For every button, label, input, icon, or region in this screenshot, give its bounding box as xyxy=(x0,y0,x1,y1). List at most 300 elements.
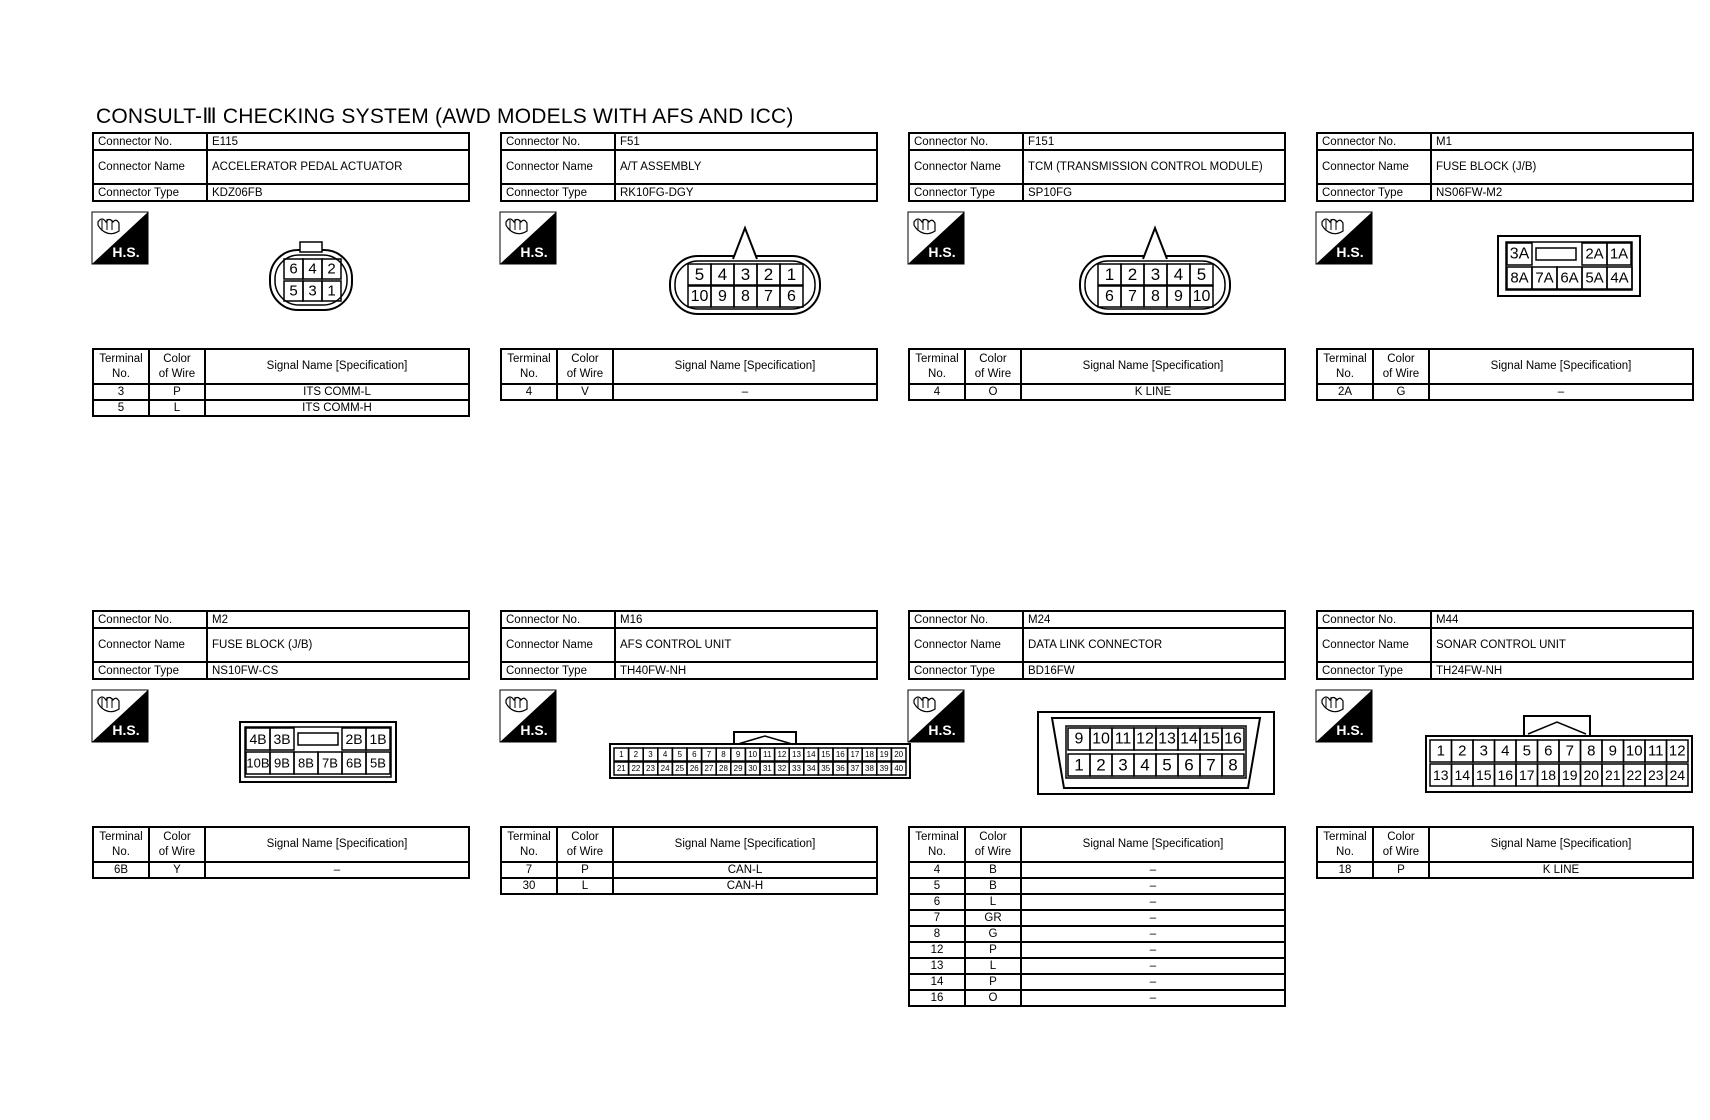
wire-color-header-line1: Color xyxy=(1387,830,1415,843)
blank-cavity xyxy=(1536,248,1576,260)
pin-label: 19 xyxy=(1561,767,1578,783)
pin-label: 10 xyxy=(1625,742,1643,760)
connector-no-value: F151 xyxy=(1023,133,1285,150)
connector-name-value: ACCELERATOR PEDAL ACTUATOR xyxy=(207,150,469,184)
pin-label: 40 xyxy=(894,764,904,773)
pin-label: 6 xyxy=(787,288,796,305)
terminal-header-line1: Terminal xyxy=(507,830,551,843)
pin-label: 17 xyxy=(1518,767,1535,783)
connector-no-value: M1 xyxy=(1431,133,1693,150)
table-row xyxy=(909,894,1285,910)
wire-color: Y xyxy=(149,862,205,878)
pin-label: 5 xyxy=(289,282,298,300)
connector-name-value: DATA LINK CONNECTOR xyxy=(1023,628,1285,662)
wire-color: V xyxy=(557,384,613,400)
pin-label: 12 xyxy=(777,750,787,759)
pin-label: 37 xyxy=(850,764,860,773)
connector-face-diagram xyxy=(560,690,904,810)
pin-label: 6 xyxy=(289,260,298,278)
pin-label: 22 xyxy=(631,764,641,773)
table-row xyxy=(501,878,877,894)
wire-color: P xyxy=(149,384,205,400)
pin-label: 2A xyxy=(1585,245,1604,263)
terminal-no-header xyxy=(909,827,965,862)
pin-label: 34 xyxy=(806,764,816,773)
connector-name-value: AFS CONTROL UNIT xyxy=(615,628,877,662)
pin-label: 4 xyxy=(1173,265,1184,284)
pin-label: 10 xyxy=(748,750,758,759)
pin-label: 28 xyxy=(719,764,728,773)
signal-name: – xyxy=(1021,862,1285,878)
key-triangle xyxy=(733,228,757,259)
terminal-table xyxy=(1316,348,1694,401)
connector-no-value: E115 xyxy=(207,133,469,150)
pin-label: 1 xyxy=(1104,265,1115,284)
wire-color-header xyxy=(149,827,205,862)
signal-name: – xyxy=(1021,910,1285,926)
pin-label: 8A xyxy=(1510,269,1529,287)
pin-label: 2B xyxy=(345,731,363,747)
table-row xyxy=(501,862,877,878)
pin-label: 2 xyxy=(633,750,639,759)
pin-label: 3B xyxy=(273,731,291,747)
connector-no-value: M2 xyxy=(207,611,469,628)
wire-color-header-line1: Color xyxy=(1387,352,1415,365)
signal-name: ITS COMM-L xyxy=(205,384,469,400)
pin-label: 9 xyxy=(1074,730,1084,748)
connector-no-value: M24 xyxy=(1023,611,1285,628)
connector-no-value: M16 xyxy=(615,611,877,628)
connector-name-label: Connector Name xyxy=(909,150,1023,184)
pin-label: 8 xyxy=(1228,755,1238,775)
connector-name-label: Connector Name xyxy=(93,628,207,662)
connector-info-table xyxy=(500,610,878,680)
terminal-header-line1: Terminal xyxy=(1323,830,1367,843)
table-row xyxy=(909,926,1285,942)
terminal-header-line1: Terminal xyxy=(1323,352,1367,365)
terminal-header-line1: Terminal xyxy=(99,352,143,365)
connector-type-label: Connector Type xyxy=(1317,184,1431,201)
table-row xyxy=(1317,384,1693,400)
connector-no-label: Connector No. xyxy=(909,133,1023,150)
connector-panel-f51 xyxy=(500,132,878,552)
wire-color-header-line2: of Wire xyxy=(158,845,196,858)
pin-label: 8 xyxy=(1587,742,1596,760)
connector-face-diagram xyxy=(152,212,470,332)
signal-name-header: Signal Name [Specification] xyxy=(205,827,469,862)
signal-name: – xyxy=(1021,974,1285,990)
pin-label: 11 xyxy=(1647,742,1664,760)
terminal-header-line2: No. xyxy=(520,367,538,380)
pin-label: 5 xyxy=(694,265,705,284)
pin-label: 33 xyxy=(792,764,801,773)
pin-label: 18 xyxy=(1540,767,1557,783)
connector-panel-e115 xyxy=(92,132,470,552)
terminal-no: 4 xyxy=(909,384,965,400)
pin-label: 9 xyxy=(1174,288,1183,305)
signal-name: K LINE xyxy=(1021,384,1285,400)
connector-panel-m24 xyxy=(908,610,1286,1030)
terminal-no-header xyxy=(1317,349,1373,384)
connector-info-table xyxy=(92,610,470,680)
terminal-no: 16 xyxy=(909,990,965,1006)
connector-name-value: FUSE BLOCK (J/B) xyxy=(207,628,469,662)
connector-no-label: Connector No. xyxy=(93,133,207,150)
pin-label: 3A xyxy=(1509,245,1530,263)
connector-housing xyxy=(1038,712,1274,794)
signal-name-header: Signal Name [Specification] xyxy=(1021,827,1285,862)
terminal-header-line1: Terminal xyxy=(915,830,959,843)
pin-label: 4B xyxy=(249,731,267,747)
pin-label: 6B xyxy=(346,755,362,771)
connector-type-label: Connector Type xyxy=(909,662,1023,679)
signal-name: – xyxy=(1021,926,1285,942)
hs-label: H.S. xyxy=(1336,244,1364,260)
signal-name: – xyxy=(1021,990,1285,1006)
wire-color-header-line2: of Wire xyxy=(158,367,196,380)
signal-name-header: Signal Name [Specification] xyxy=(613,349,877,384)
terminal-no-header xyxy=(909,349,965,384)
pin-label: 9 xyxy=(735,750,741,759)
hs-label: H.S. xyxy=(1336,722,1364,738)
signal-name-header: Signal Name [Specification] xyxy=(1021,349,1285,384)
terminal-table xyxy=(908,826,1286,1007)
table-row xyxy=(909,974,1285,990)
pin-label: 1B xyxy=(369,731,387,747)
connector-face-diagram xyxy=(968,212,1286,332)
table-row xyxy=(93,384,469,400)
terminal-no: 2A xyxy=(1317,384,1373,400)
pin-label: 23 xyxy=(646,764,655,773)
terminal-no: 3 xyxy=(93,384,149,400)
connector-panel-m44 xyxy=(1316,610,1694,1030)
wire-color: L xyxy=(557,878,613,894)
pin-label: 7 xyxy=(1565,742,1574,760)
wire-color-header-line1: Color xyxy=(571,830,599,843)
wire-color: O xyxy=(965,990,1021,1006)
pin-label: 36 xyxy=(835,764,845,773)
pin-label: 6A xyxy=(1560,269,1579,287)
wire-color-header xyxy=(149,349,205,384)
connector-name-label: Connector Name xyxy=(93,150,207,184)
wire-color-header-line2: of Wire xyxy=(1382,367,1420,380)
signal-name: – xyxy=(1021,958,1285,974)
terminal-no-header xyxy=(501,349,557,384)
terminal-no: 4 xyxy=(909,862,965,878)
pin-label: 3 xyxy=(648,750,653,759)
connector-type-value: SP10FG xyxy=(1023,184,1285,201)
pin-label: 11 xyxy=(763,750,772,759)
terminal-no: 5 xyxy=(93,400,149,416)
connector-type-label: Connector Type xyxy=(93,662,207,679)
connector-name-value: TCM (TRANSMISSION CONTROL MODULE) xyxy=(1023,150,1285,184)
pin-label: 1 xyxy=(619,750,624,759)
pin-label: 21 xyxy=(1604,767,1621,783)
terminal-header-line2: No. xyxy=(928,845,946,858)
pin-label: 15 xyxy=(1475,767,1492,783)
connector-info-table xyxy=(92,132,470,202)
pin-label: 4 xyxy=(662,750,668,759)
connector-no-label: Connector No. xyxy=(501,133,615,150)
pin-label: 14 xyxy=(806,750,816,759)
pin-label: 14 xyxy=(1180,730,1198,748)
signal-name: CAN-L xyxy=(613,862,877,878)
pin-label: 7A xyxy=(1535,269,1554,287)
wire-color-header-line1: Color xyxy=(979,352,1007,365)
wire-color-header-line1: Color xyxy=(163,830,191,843)
wire-color: L xyxy=(149,400,205,416)
table-row xyxy=(909,384,1285,400)
connector-type-value: BD16FW xyxy=(1023,662,1285,679)
terminal-no: 30 xyxy=(501,878,557,894)
terminal-header-line2: No. xyxy=(1336,845,1354,858)
pin-label: 2 xyxy=(1127,265,1138,284)
table-row xyxy=(909,958,1285,974)
terminal-header-line1: Terminal xyxy=(99,830,143,843)
pin-label: 8 xyxy=(721,750,726,759)
signal-name-header: Signal Name [Specification] xyxy=(613,827,877,862)
wire-color-header-line1: Color xyxy=(979,830,1007,843)
pin-label: 5A xyxy=(1585,269,1604,287)
connector-face-diagram xyxy=(1376,690,1694,810)
wire-color: O xyxy=(965,384,1021,400)
pin-label: 21 xyxy=(616,764,626,773)
pin-label: 15 xyxy=(821,750,831,759)
wire-color: B xyxy=(965,862,1021,878)
connector-face-diagram xyxy=(152,690,470,810)
hs-label: H.S. xyxy=(928,244,956,260)
connector-type-value: KDZ06FB xyxy=(207,184,469,201)
pin-label: 8 xyxy=(741,288,750,305)
pin-label: 1 xyxy=(1436,742,1445,760)
terminal-no: 8 xyxy=(909,926,965,942)
pin-label: 4 xyxy=(717,265,728,284)
connector-type-value: NS06FW-M2 xyxy=(1431,184,1693,201)
pin-label: 1 xyxy=(327,282,336,300)
signal-name-header: Signal Name [Specification] xyxy=(1429,349,1693,384)
signal-name: K LINE xyxy=(1429,862,1693,878)
terminal-header-line1: Terminal xyxy=(915,352,959,365)
wire-color: GR xyxy=(965,910,1021,926)
wire-color-header xyxy=(1373,349,1429,384)
wire-color: G xyxy=(965,926,1021,942)
terminal-no-header xyxy=(93,827,149,862)
wire-color-header-line1: Color xyxy=(571,352,599,365)
terminal-table xyxy=(500,348,878,401)
terminal-header-line1: Terminal xyxy=(507,352,551,365)
pin-label: 32 xyxy=(777,764,787,773)
pin-label: 11 xyxy=(1114,730,1132,748)
pin-label: 6 xyxy=(1544,742,1553,760)
harness-side-icon xyxy=(1316,690,1372,742)
hs-label: H.S. xyxy=(520,244,548,260)
pin-label: 16 xyxy=(835,750,845,759)
terminal-table xyxy=(500,826,878,895)
pin-label: 23 xyxy=(1647,767,1664,783)
pin-label: 17 xyxy=(850,750,860,759)
terminal-table xyxy=(1316,826,1694,879)
pin-label: 26 xyxy=(689,764,699,773)
page-title: CONSULT-Ⅲ CHECKING SYSTEM (AWD MODELS WITH AFS AND ICC) xyxy=(96,105,794,128)
wire-color: G xyxy=(1373,384,1429,400)
pin-label: 5 xyxy=(677,750,682,759)
pin-label: 18 xyxy=(865,750,874,759)
pin-label: 10 xyxy=(1192,288,1211,305)
signal-name: – xyxy=(1021,942,1285,958)
pin-label: 3 xyxy=(740,265,751,284)
signal-name: – xyxy=(1021,894,1285,910)
pin-label: 16 xyxy=(1224,730,1242,748)
pin-label: 4 xyxy=(308,260,317,278)
signal-name-header: Signal Name [Specification] xyxy=(1429,827,1693,862)
wire-color: L xyxy=(965,894,1021,910)
wire-color: P xyxy=(557,862,613,878)
wire-color-header-line2: of Wire xyxy=(974,845,1012,858)
wire-color: P xyxy=(965,974,1021,990)
pin-label: 3 xyxy=(1479,742,1488,760)
connector-panel-m2 xyxy=(92,610,470,1030)
pin-label: 3 xyxy=(308,282,317,300)
connector-face-diagram xyxy=(968,690,1286,810)
pin-label: 8 xyxy=(1151,288,1160,305)
connector-name-value: FUSE BLOCK (J/B) xyxy=(1431,150,1693,184)
pin-label: 1 xyxy=(1074,755,1084,775)
pin-label: 2 xyxy=(1458,742,1467,760)
signal-name: – xyxy=(1429,384,1693,400)
wire-color-header xyxy=(965,349,1021,384)
pin-label: 16 xyxy=(1497,767,1514,783)
pin-label: 6 xyxy=(1105,288,1114,305)
harness-side-icon xyxy=(500,690,556,742)
pin-label: 20 xyxy=(1583,767,1600,783)
table-row xyxy=(909,990,1285,1006)
connector-info-table xyxy=(908,610,1286,680)
wire-color-header-line2: of Wire xyxy=(566,845,604,858)
wire-color-header xyxy=(557,827,613,862)
pin-label: 7 xyxy=(1128,288,1137,305)
signal-name: – xyxy=(613,384,877,400)
terminal-no: 14 xyxy=(909,974,965,990)
pin-label: 24 xyxy=(660,764,670,773)
connector-name-label: Connector Name xyxy=(501,150,615,184)
connector-type-value: RK10FG-DGY xyxy=(615,184,877,201)
harness-side-icon xyxy=(1316,212,1372,264)
connector-type-value: TH24FW-NH xyxy=(1431,662,1693,679)
connector-no-label: Connector No. xyxy=(501,611,615,628)
terminal-no: 18 xyxy=(1317,862,1373,878)
connector-type-label: Connector Type xyxy=(909,184,1023,201)
signal-name-header: Signal Name [Specification] xyxy=(205,349,469,384)
pin-label: 39 xyxy=(879,764,889,773)
pin-label: 1A xyxy=(1609,245,1629,263)
signal-name: CAN-H xyxy=(613,878,877,894)
pin-label: 7B xyxy=(322,755,338,771)
table-row xyxy=(909,862,1285,878)
pin-label: 2 xyxy=(327,260,336,278)
connector-type-label: Connector Type xyxy=(501,662,615,679)
terminal-no: 13 xyxy=(909,958,965,974)
connector-panel-m1 xyxy=(1316,132,1694,552)
connector-no-label: Connector No. xyxy=(909,611,1023,628)
terminal-no: 7 xyxy=(909,910,965,926)
connector-panel-m16 xyxy=(500,610,904,1030)
connector-type-value: TH40FW-NH xyxy=(615,662,877,679)
table-row xyxy=(1317,862,1693,878)
pin-label: 19 xyxy=(879,750,889,759)
terminal-no: 6 xyxy=(909,894,965,910)
terminal-no-header xyxy=(93,349,149,384)
connector-no-value: F51 xyxy=(615,133,877,150)
pin-label: 14 xyxy=(1454,767,1471,783)
terminal-no: 4 xyxy=(501,384,557,400)
terminal-no: 7 xyxy=(501,862,557,878)
pin-label: 8B xyxy=(298,755,314,771)
pin-label: 12 xyxy=(1136,730,1154,748)
connector-type-value: NS10FW-CS xyxy=(207,662,469,679)
connector-no-label: Connector No. xyxy=(1317,133,1431,150)
pin-label: 10 xyxy=(1092,730,1110,748)
pin-label: 13 xyxy=(1432,767,1449,783)
pin-label: 5B xyxy=(370,755,386,771)
pin-label: 10 xyxy=(690,288,709,305)
pin-label: 24 xyxy=(1669,767,1686,783)
connector-name-label: Connector Name xyxy=(1317,628,1431,662)
connector-info-table xyxy=(1316,610,1694,680)
pin-label: 7 xyxy=(1206,755,1216,775)
harness-side-icon xyxy=(92,690,148,742)
terminal-header-line2: No. xyxy=(112,845,130,858)
terminal-header-line2: No. xyxy=(928,367,946,380)
lock-tab xyxy=(1524,716,1590,736)
table-row xyxy=(501,384,877,400)
connector-no-label: Connector No. xyxy=(1317,611,1431,628)
wire-color: L xyxy=(965,958,1021,974)
pin-label: 4 xyxy=(1140,755,1150,775)
connector-name-value: A/T ASSEMBLY xyxy=(615,150,877,184)
hs-label: H.S. xyxy=(928,722,956,738)
connector-name-value: SONAR CONTROL UNIT xyxy=(1431,628,1693,662)
wire-color-header-line2: of Wire xyxy=(566,367,604,380)
connector-name-label: Connector Name xyxy=(501,628,615,662)
pin-label: 29 xyxy=(733,764,743,773)
wire-color-header-line1: Color xyxy=(163,352,191,365)
connector-no-label: Connector No. xyxy=(93,611,207,628)
wire-color-header-line2: of Wire xyxy=(974,367,1012,380)
connector-panel-f151 xyxy=(908,132,1286,552)
connector-info-table xyxy=(1316,132,1694,202)
wire-color-header xyxy=(557,349,613,384)
terminal-table xyxy=(908,348,1286,401)
pin-label: 4A xyxy=(1610,269,1629,287)
connector-info-table xyxy=(908,132,1286,202)
pin-label: 12 xyxy=(1668,742,1686,760)
harness-side-icon xyxy=(908,690,964,742)
pin-label: 3 xyxy=(1150,265,1161,284)
pin-label: 9 xyxy=(1608,742,1617,760)
connector-type-label: Connector Type xyxy=(1317,662,1431,679)
wire-color: P xyxy=(965,942,1021,958)
table-row xyxy=(93,862,469,878)
pin-label: 38 xyxy=(865,764,874,773)
pin-label: 9B xyxy=(274,755,290,771)
wire-color-header-line2: of Wire xyxy=(1382,845,1420,858)
wire-color-header xyxy=(965,827,1021,862)
pin-label: 2 xyxy=(1096,755,1106,775)
pin-label: 1 xyxy=(786,265,797,284)
harness-side-icon xyxy=(92,212,148,264)
lock-tab xyxy=(300,242,322,252)
hs-label: H.S. xyxy=(112,244,140,260)
